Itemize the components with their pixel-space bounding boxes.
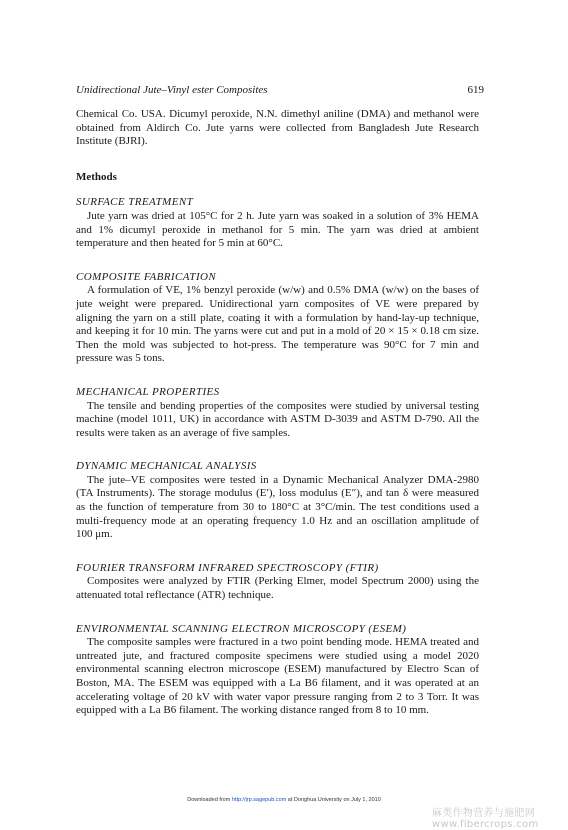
section-paragraph: The composite samples were fractured in a two point bending mode. HEMA treated and untreated jute, and fractured composite specimens were studied using a model 2020 environmental scanning electron microscope (ESEM) manufactured by Electro Scan of Boston, MA. The ESEM was equipped with a La B6 filament, and it was operated at an accelerating voltage of 20 kV with water vapor pressure ranging from 2 to 3 Torr. It was equipped with a La B6 filament. The working distance ranged from 8 to 10 mm. [76, 636, 479, 717]
section-heading: COMPOSITE FABRICATION [76, 270, 217, 283]
intro-paragraph: Chemical Co. USA. Dicumyl peroxide, N.N. dimethyl aniline (DMA) and methanol were obtained from Aldirch Co. Jute yarns were collected from Bangladesh Jute Research Institute (BJRI). [76, 108, 479, 148]
section-paragraph: The jute–VE composites were tested in a Dynamic Mechanical Analyzer DMA-2980 (TA Instruments). The storage modulus (E′), loss modulus (E″), and tan δ were measured as the function of temperature from 30 to 180°C at 3°C/min. The test conditions used a multi-frequency mode at an operating frequency 1.0 Hz and an oscillation amplitude of 100 μm. [76, 473, 479, 541]
section-esem [76, 623, 479, 718]
footer-prefix: Downloaded from [187, 797, 232, 803]
footer-suffix: at Donghua University on July 1, 2010 [286, 797, 381, 803]
section-mechanical-properties [76, 386, 479, 440]
section-paragraph: The tensile and bending properties of the composites were studied by universal testing machine (model 1011, UK) in accordance with ASTM D-3039 and ASTM D-790. All the results were taken as an average of five samples. [76, 399, 479, 439]
section-heading: SURFACE TREATMENT [76, 196, 194, 209]
section-heading: DYNAMIC MECHANICAL ANALYSIS [76, 460, 257, 473]
section-heading: FOURIER TRANSFORM INFRARED SPECTROSCOPY (FTIR) [76, 561, 379, 574]
section-paragraph: Jute yarn was dried at 105°C for 2 h. Jute yarn was soaked in a solution of 3% HEMA and 1% dicumyl peroxide in methanol for 5 min. The yarn was dried at ambient temperature and then heated for 5 min at 60°C. [76, 209, 479, 250]
site-watermark: 麻类作物营养与施肥网 www.fibercrops.com [432, 808, 539, 830]
section-heading: MECHANICAL PROPERTIES [76, 385, 220, 398]
section-paragraph: Composites were analyzed by FTIR (Perking Elmer, model Spectrum 2000) using the attenuated total reflectance (ATR) technique. [76, 575, 479, 602]
download-footer [0, 797, 568, 803]
section-heading: ENVIRONMENTAL SCANNING ELECTRON MICROSCOPY (ESEM) [76, 622, 407, 635]
page-number: 619 [467, 84, 484, 96]
section-ftir [76, 562, 479, 603]
article-body [76, 108, 479, 738]
section-paragraph: A formulation of VE, 1% benzyl peroxide (w/w) and 0.5% DMA (w/w) on the bases of jute weight were prepared. Unidirectional yarn composites of VE were prepared by aligning the yarn on a still plate, coating it with a formulation by hand-lay-up technique, and keeping it for 10 min. The yarns were cut and put in a mold of 20 × 15 × 0.18 cm size. Then the mold was subjected to hot-press. The temperature was 90°C for 7 min and pressure was 5 tons. [76, 284, 479, 365]
section-dynamic-mechanical-analysis [76, 460, 479, 542]
footer-link[interactable]: http://jrp.sagepub.com [231, 797, 287, 803]
section-surface-treatment [76, 196, 479, 250]
section-composite-fabrication [76, 271, 479, 366]
methods-heading: Methods [76, 170, 117, 183]
running-title: Unidirectional Jute–Vinyl ester Composites [76, 84, 268, 96]
running-header [76, 84, 484, 97]
